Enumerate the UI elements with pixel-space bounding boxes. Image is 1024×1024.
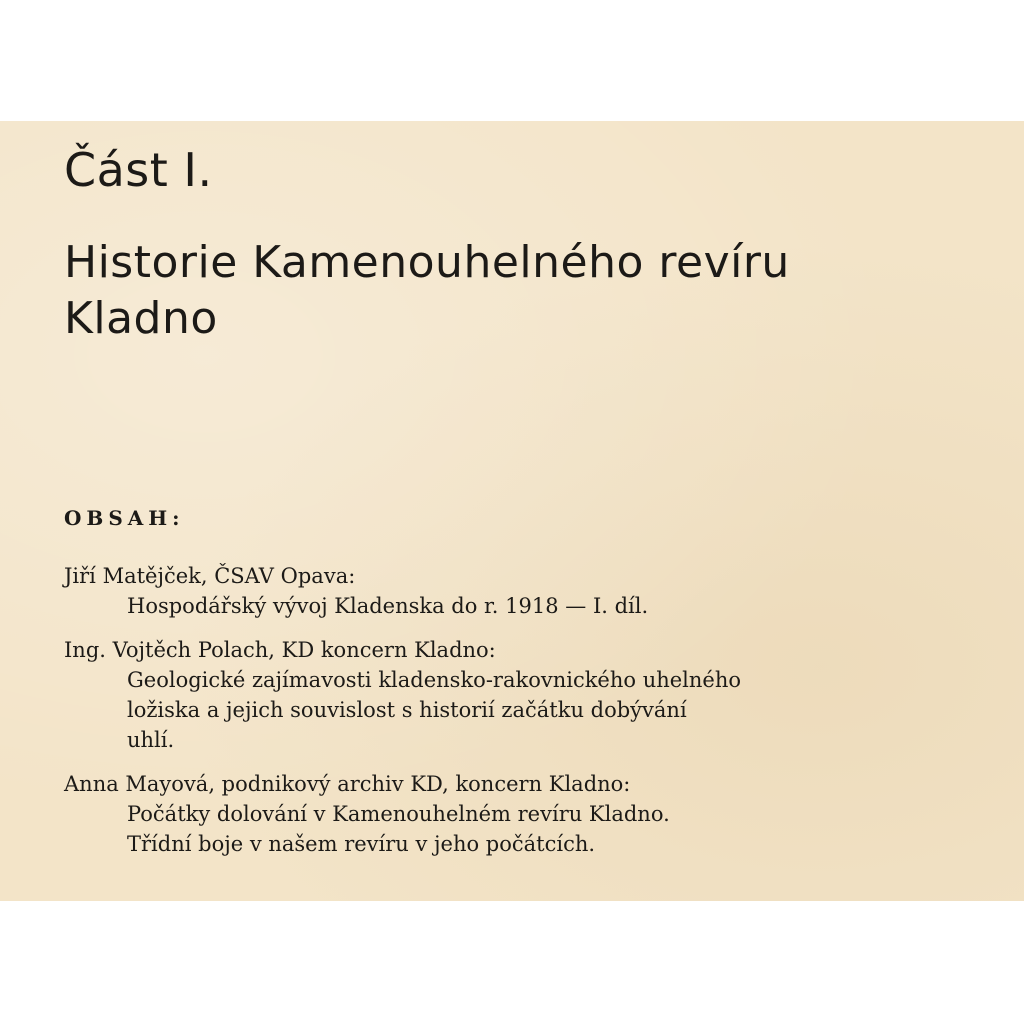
toc-work (64, 665, 964, 755)
toc-work (64, 591, 964, 621)
toc-work-line: uhlí. (127, 728, 175, 752)
title-line: Kladno (64, 293, 218, 344)
toc-author: Anna Mayová, podnikový archiv KD, koncern Kladno: (64, 772, 631, 796)
part-label: Část I. (64, 143, 213, 197)
scanned-page (0, 121, 1024, 901)
contents-heading: OBSAH: (64, 506, 185, 530)
toc-work-line: Třídní boje v našem revíru v jeho počátcích. (127, 832, 596, 856)
page-title (64, 235, 790, 347)
toc-entry (64, 769, 964, 859)
toc-work (64, 799, 964, 859)
toc-work-line: ložiska a jejich souvislost s historií začátku dobývání (127, 698, 687, 722)
title-line: Historie Kamenouhelného revíru (64, 237, 790, 288)
table-of-contents (64, 561, 964, 873)
toc-author: Ing. Vojtěch Polach, KD koncern Kladno: (64, 638, 496, 662)
toc-work-line: Počátky dolování v Kamenouhelném revíru Kladno. (127, 802, 670, 826)
toc-work-line: Geologické zajímavosti kladensko-rakovnického uhelného (127, 668, 742, 692)
toc-entry (64, 561, 964, 621)
toc-author: Jiří Matějček, ČSAV Opava: (64, 564, 356, 588)
toc-entry (64, 635, 964, 755)
toc-work-line: Hospodářský vývoj Kladenska do r. 1918 — I. díl. (127, 594, 649, 618)
